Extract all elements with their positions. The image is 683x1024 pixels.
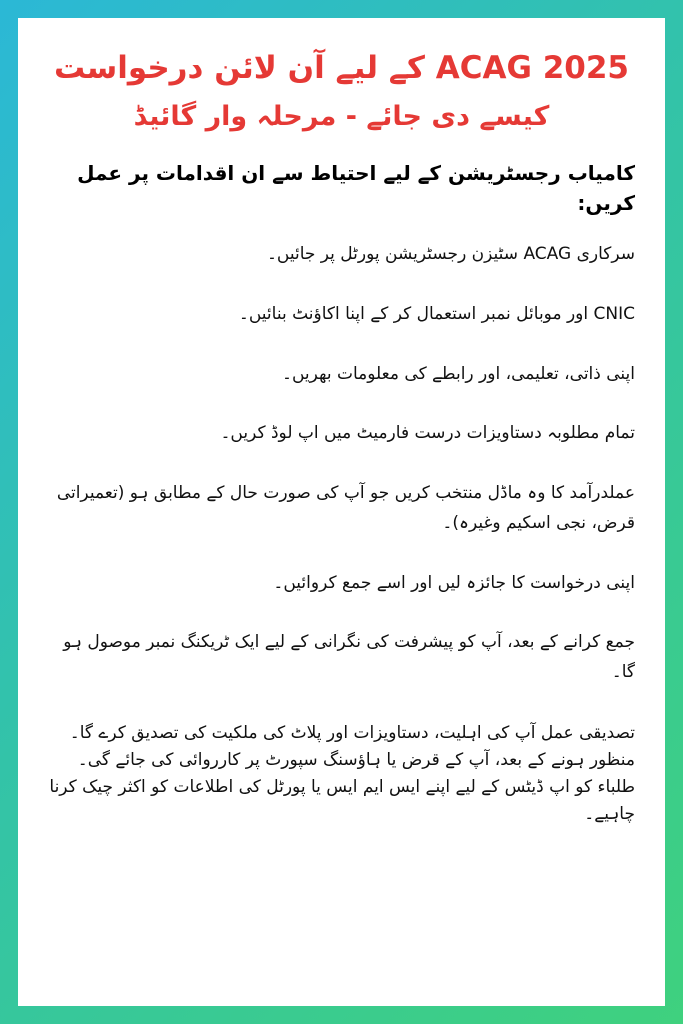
steps-list	[48, 240, 635, 688]
note-item: منظور ہونے کے بعد، آپ کے قرض یا ہاؤسنگ سپورٹ پر کارروائی کی جائے گی۔	[77, 750, 635, 771]
title-line-1: ACAG 2025 کے لیے آن لائن درخواست	[53, 50, 630, 86]
step-item: جمع کرانے کے بعد، آپ کو پیشرفت کی نگرانی کے لیے ایک ٹریکنگ نمبر موصول ہو گا۔	[63, 632, 635, 683]
step-item: تمام مطلوبہ دستاویزات درست فارمیٹ میں اپ لوڈ کریں۔	[220, 423, 635, 444]
step-item: اپنی درخواست کا جائزہ لیں اور اسے جمع کروائیں۔	[273, 572, 635, 593]
step-item: سرکاری ACAG سٹیزن رجسٹریشن پورٹل پر جائیں۔	[266, 244, 635, 265]
notes-list	[48, 720, 635, 829]
step-item: اپنی ذاتی، تعلیمی، اور رابطے کی معلومات بھریں۔	[282, 363, 635, 384]
title-line-2: کیسے دی جائے - مرحلہ وار گائیڈ	[133, 100, 550, 132]
content-card	[18, 18, 665, 1006]
intro-text: کامیاب رجسٹریشن کے لیے احتیاط سے ان اقدامات پر عمل کریں:	[77, 161, 635, 216]
page-title	[48, 46, 635, 136]
step-item: CNIC اور موبائل نمبر استعمال کر کے اپنا اکاؤنٹ بنائیں۔	[238, 303, 635, 324]
note-item: طلباء کو اپ ڈیٹس کے لیے اپنے ایس ایم ایس یا پورٹل کی اطلاعات کو اکثر چیک کرنا چاہیے۔	[49, 777, 635, 825]
note-item: تصدیقی عمل آپ کی اہلیت، دستاویزات اور پلاٹ کی ملکیت کی تصدیق کرے گا۔	[69, 722, 635, 743]
step-item: عملدرآمد کا وہ ماڈل منتخب کریں جو آپ کی صورت حال کے مطابق ہو (تعمیراتی قرض، نجی اسکیم وغیرہ)۔	[56, 483, 635, 533]
